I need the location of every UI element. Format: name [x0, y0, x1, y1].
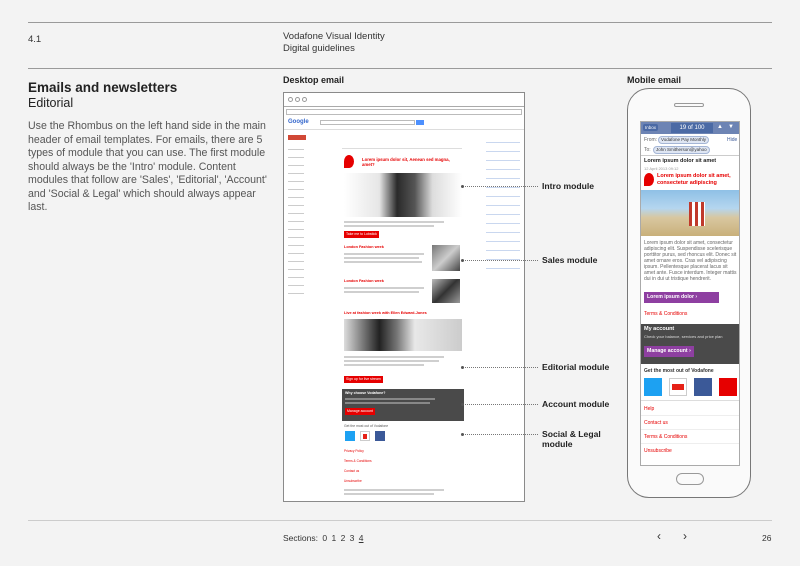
prev-page-icon[interactable]: ‹	[657, 529, 661, 543]
mobile-link-unsubscribe[interactable]: Unsubscribe	[644, 448, 672, 454]
mobile-cta-button[interactable]: Lorem ipsum dolor ›	[644, 292, 719, 303]
mobile-screen	[640, 121, 740, 466]
mobile-link-terms[interactable]: Terms & Conditions	[644, 434, 688, 440]
section-link-0[interactable]: 0	[322, 533, 328, 543]
sales-image-1	[432, 245, 460, 271]
editorial-module-label: Editorial module	[542, 362, 610, 372]
to-label: To:	[644, 147, 651, 153]
mobile-link-help[interactable]: Help	[644, 406, 655, 412]
beach-image	[641, 190, 740, 236]
mobile-account-button[interactable]: Manage account ›	[644, 346, 694, 357]
brand-title: Vodafone Visual Identity Digital guidelines	[283, 31, 385, 54]
section-number: 4.1	[28, 34, 42, 45]
vodafone-social-icon[interactable]	[719, 378, 737, 396]
next-message-icon[interactable]: ▼	[728, 124, 734, 130]
intro-cta-button[interactable]: Take me to Lobstick	[346, 232, 377, 236]
youtube-icon[interactable]	[669, 378, 687, 396]
email-subject: Lorem ipsum dolor sit amet	[644, 158, 717, 164]
prev-message-icon[interactable]: ▲	[717, 124, 723, 130]
mobile-social-title: Get the most out of Vodafone	[644, 368, 714, 374]
account-cta-button[interactable]: Manage account	[347, 409, 373, 413]
home-button[interactable]	[676, 473, 704, 485]
sales-module-label: Sales module	[542, 255, 598, 265]
hide-link[interactable]: Hide	[727, 137, 738, 143]
email-date: 12 April 2013 09:12	[644, 166, 679, 171]
compose-button[interactable]	[288, 135, 306, 140]
legal-link-contact[interactable]: Contact us	[344, 469, 360, 473]
page-number: 26	[762, 533, 772, 543]
mobile-email-title: Mobile email	[627, 75, 682, 85]
to-value[interactable]: John Smitherson@yahoo	[653, 146, 710, 154]
editorial-cta-button[interactable]: Sign up for live stream	[346, 377, 381, 381]
sales-headline-2: London Fashion week	[344, 279, 384, 283]
section-link-1[interactable]: 1	[331, 533, 337, 543]
mobile-phone-mockup	[627, 88, 751, 498]
editorial-headline: Live at fashion week with Ellen Edward-Jones	[344, 311, 427, 315]
account-module-label: Account module	[542, 399, 610, 409]
mobile-account-text: Check your balance, services and price plan	[644, 334, 723, 339]
desktop-email-mockup	[283, 92, 525, 502]
mobile-account-title: My account	[644, 326, 675, 332]
sections-label: Sections:	[283, 533, 318, 543]
browser-toolbar	[284, 93, 524, 107]
section-link-3[interactable]: 3	[349, 533, 355, 543]
intro-headline: Lorem ipsum dolor sit, Aenean sed magna, amet?	[362, 157, 450, 167]
gmail-nav-list	[288, 145, 304, 295]
mobile-link-contact[interactable]: Contact us	[644, 420, 668, 426]
intro-hero-image	[344, 173, 462, 217]
inbox-button[interactable]: Inbox	[645, 125, 657, 130]
sales-image-2	[432, 279, 460, 303]
mobile-headline: Lorem ipsum dolor sit amet, consectetur adipiscing	[657, 173, 731, 186]
from-label: From:	[644, 137, 658, 143]
twitter-icon[interactable]	[345, 431, 355, 441]
intro-module-label: Intro module	[542, 181, 595, 191]
next-page-icon[interactable]: ›	[683, 529, 687, 543]
url-bar	[286, 109, 522, 115]
from-value[interactable]: Vodafone Pay Monthly	[658, 136, 709, 144]
search-icon[interactable]	[416, 120, 424, 125]
message-counter: 19 of 100	[671, 123, 713, 133]
google-logo: Google	[288, 119, 309, 125]
page-title: Emails and newsletters	[28, 80, 178, 95]
facebook-icon[interactable]	[375, 431, 385, 441]
twitter-icon[interactable]	[644, 378, 662, 396]
sales-headline-1: London Fashion week	[344, 245, 384, 249]
intro-paragraph: Use the Rhombus on the left hand side in the main header of email templates. For emails, there are 5 types of module that you can use. The first module should always be the 'Intro' module. Content modules that follow are 'Sales', 'Editorial', 'Account' and 'Social & Legal' which should always appear last.	[28, 120, 267, 213]
social-headline: Get the most out of Vodafone	[344, 424, 389, 428]
facebook-icon[interactable]	[694, 378, 712, 396]
desktop-email-title: Desktop email	[283, 75, 345, 85]
sections-nav	[283, 533, 364, 543]
vodafone-rhombus-icon	[344, 155, 354, 168]
legal-link-terms[interactable]: Terms & Conditions	[344, 459, 372, 463]
legal-link-privacy[interactable]: Privacy Policy	[344, 449, 364, 453]
account-headline: Why choose Vodafone?	[345, 391, 386, 395]
editorial-image	[344, 319, 462, 351]
phone-speaker	[674, 103, 704, 107]
gmail-search-input[interactable]	[320, 120, 415, 125]
mobile-terms-link[interactable]: Terms & Conditions	[644, 311, 688, 317]
section-link-4[interactable]: 4	[358, 533, 364, 543]
page-subtitle: Editorial	[28, 96, 74, 110]
section-link-2[interactable]: 2	[340, 533, 346, 543]
vodafone-rhombus-icon	[644, 173, 654, 186]
youtube-icon[interactable]	[360, 431, 370, 441]
legal-link-unsubscribe[interactable]: Unsubscribe	[344, 479, 362, 483]
social-legal-module-label: Social & Legal module	[542, 429, 601, 449]
gmail-sidebar	[486, 139, 520, 269]
mobile-body-text: Lorem ipsum dolor sit amet, consectetur adipiscing elit. Suspendisse scelerisque porttitor purus, sed rhoncus elit. Donec sit amet ornare eros. Cras vel adipiscing ipsum. Pellentesque placerat lacus sit amet ante. Fusce interdum. Integer mattis dui in dui ut tristique hendrerit.	[644, 240, 737, 282]
